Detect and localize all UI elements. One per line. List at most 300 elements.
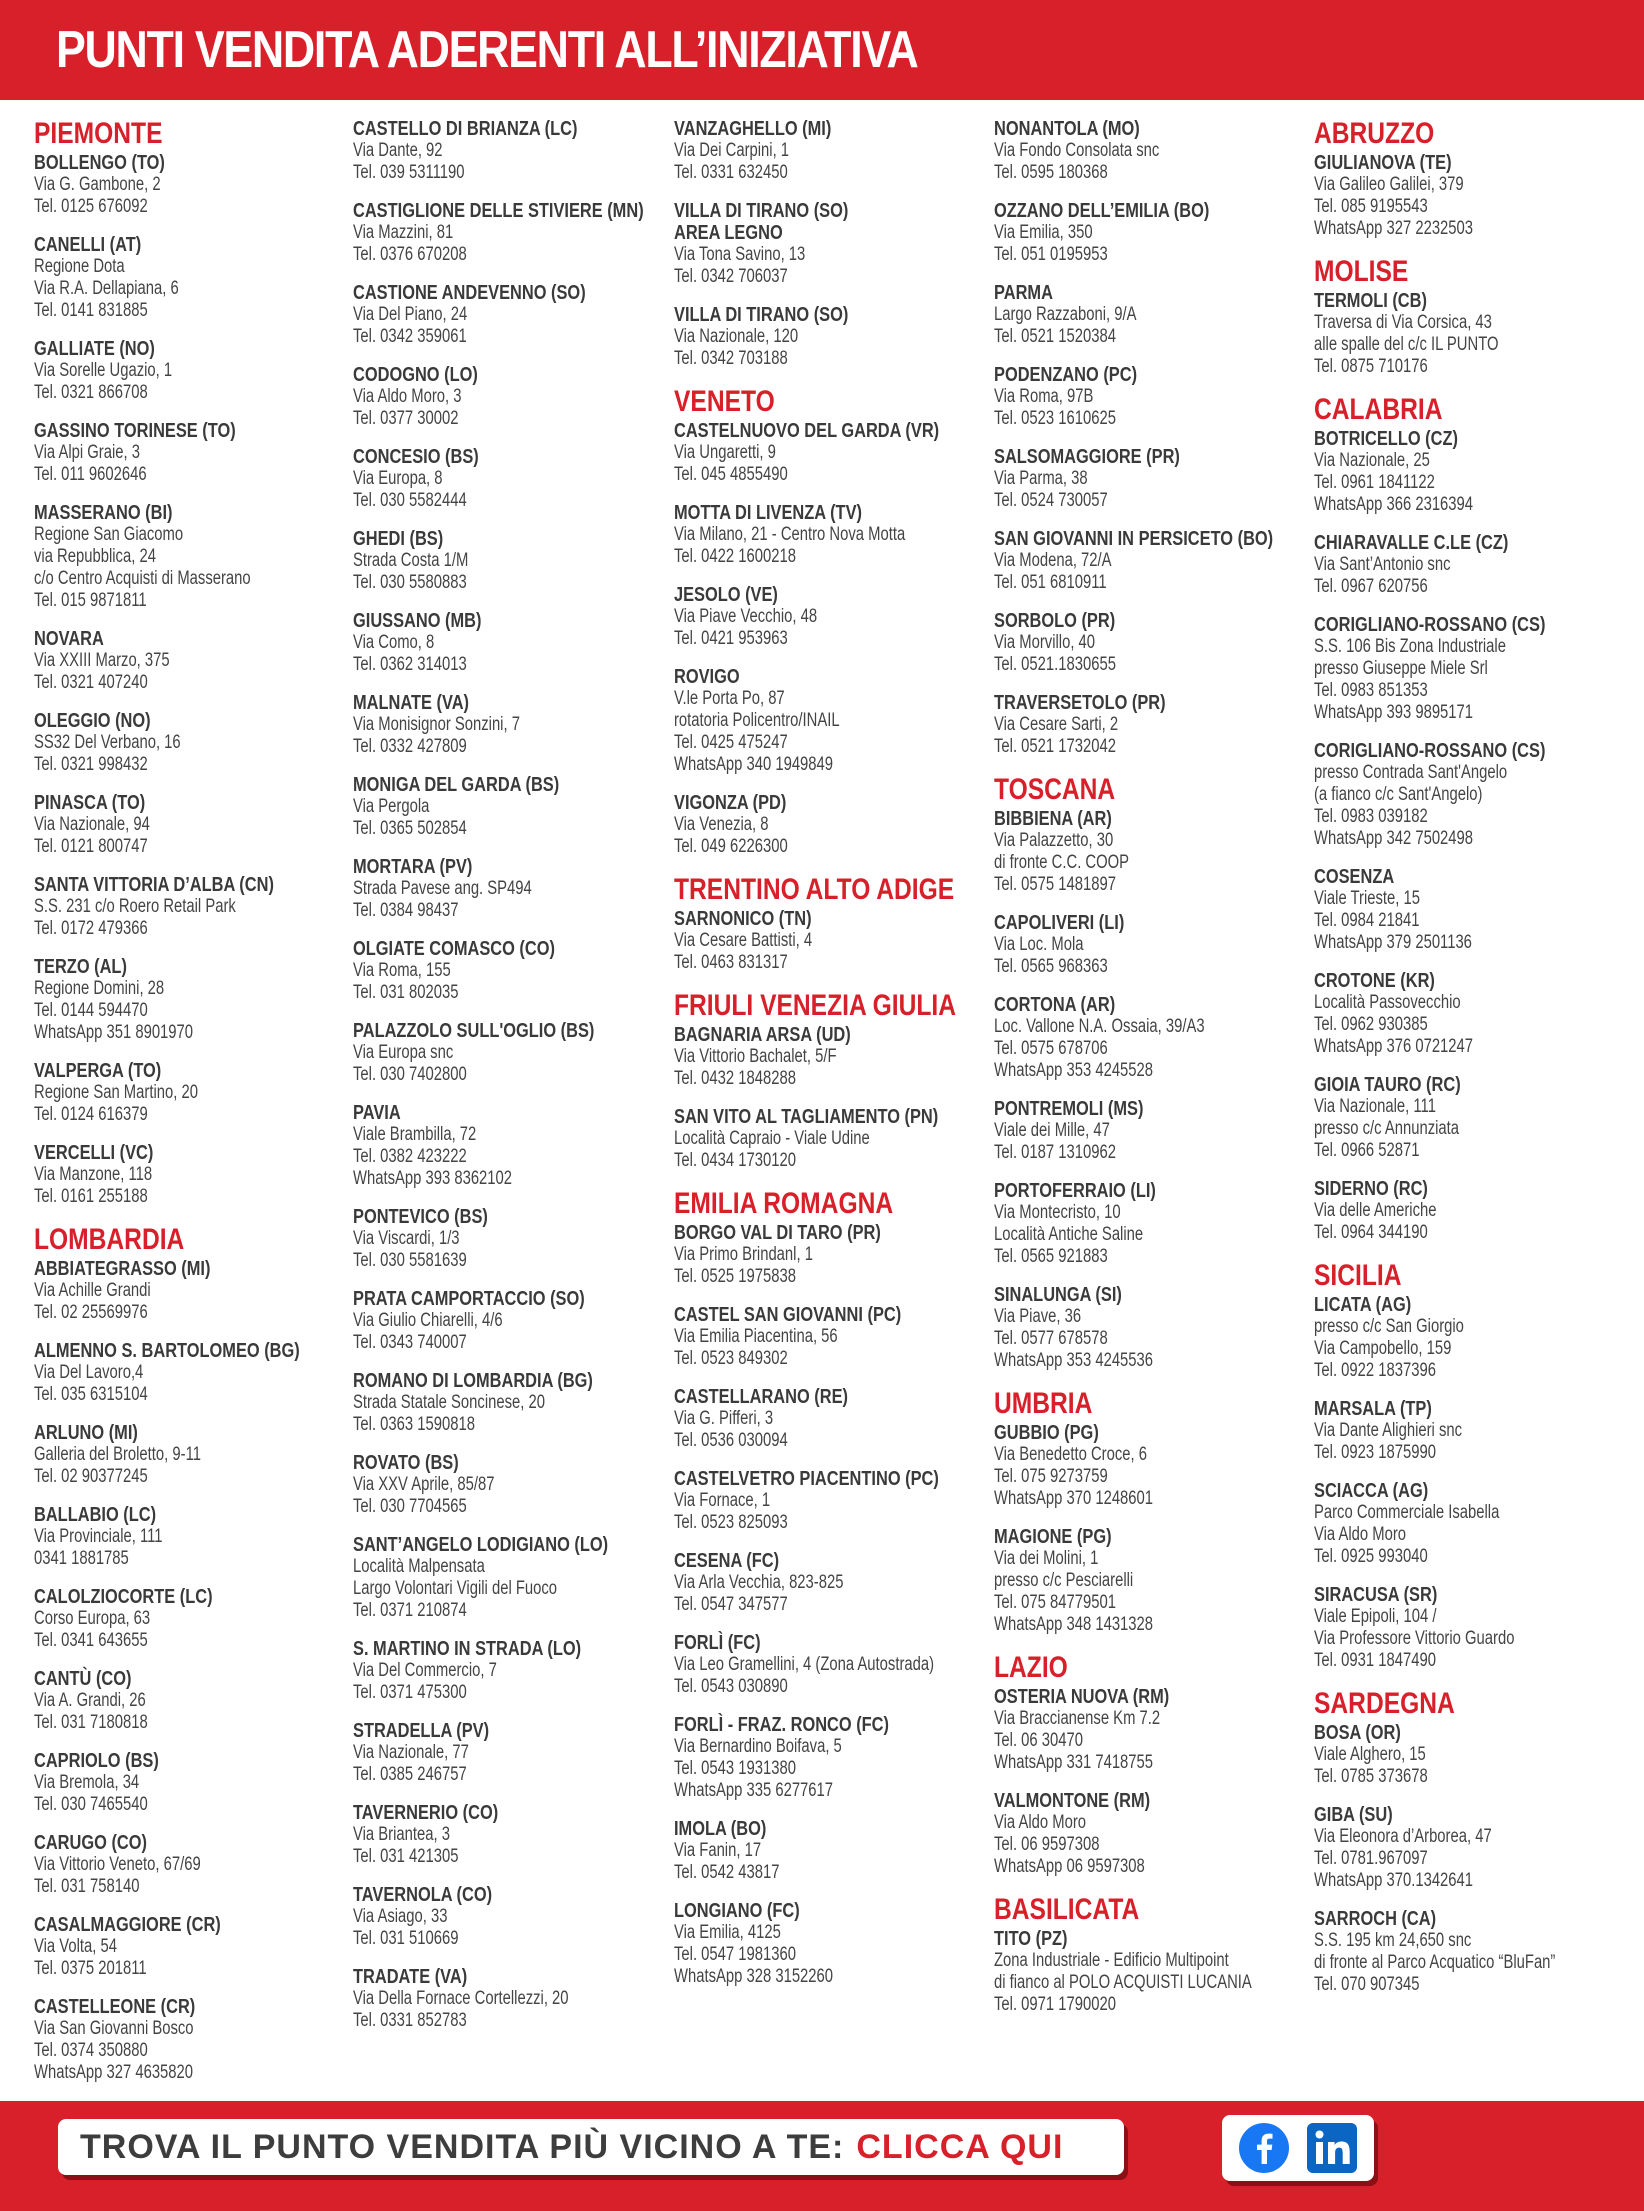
store-entry [34,1914,350,1980]
store-entry [994,118,1310,184]
store-address: Via Achille Grandi [34,1280,151,1301]
store-entry [1314,1398,1630,1464]
store-name: PAVIA [353,1102,401,1124]
store-phone: WhatsApp 06 9597308 [994,1856,1145,1877]
store-phone: Tel. 0575 1481897 [994,874,1116,895]
store-phone: Tel. 02 25569976 [34,1302,148,1323]
store-entry [994,1790,1310,1878]
store-name: OZZANO DELL’EMILIA (BO) [994,200,1210,222]
store-phone: Tel. 051 6810911 [994,572,1107,593]
store-phone: Tel. 0341 643655 [34,1630,148,1651]
store-address: Via A. Grandi, 26 [34,1690,146,1711]
store-phone: Tel. 0785 373678 [1314,1766,1428,1787]
store-address: Viale Trieste, 15 [1314,888,1421,909]
store-phone: Tel. 031 802035 [353,982,459,1003]
store-phone: Tel. 0523 849302 [674,1348,788,1369]
store-address: Strada Costa 1/M [353,550,469,571]
store-address: Via Nazionale, 120 [674,326,799,347]
store-entry [34,1668,350,1734]
store-phone: WhatsApp 370.1342641 [1314,1870,1474,1891]
store-entry [674,1550,990,1616]
store-entry [1314,1480,1630,1568]
store-phone: Tel. 0536 030094 [674,1430,788,1451]
store-entry [34,1996,350,2084]
store-address: Corso Europa, 63 [34,1608,151,1629]
store-phone: Tel. 0595 180368 [994,162,1108,183]
store-entry [674,1632,990,1698]
store-entry [353,1638,669,1704]
store-phone: Tel. 0421 953963 [674,628,788,649]
store-phone: Tel. 0967 620756 [1314,576,1428,597]
store-name: TITO (PZ) [994,1928,1068,1950]
store-entry [994,282,1310,348]
store-name: CARUGO (CO) [34,1832,147,1854]
store-name: AREA LEGNO [674,222,783,244]
region-heading-molise: MOLISE [1314,255,1409,288]
store-phone: Tel. 015 9871811 [34,590,147,611]
store-address: Via Vittorio Veneto, 67/69 [34,1854,201,1875]
store-entry [353,118,669,184]
store-address: Regione San Giacomo [34,524,184,545]
store-entry [353,1370,669,1436]
store-phone: Tel. 0141 831885 [34,300,148,321]
store-phone: Tel. 0371 210874 [353,1600,467,1621]
store-entry [674,1468,990,1534]
store-address: Via Europa, 8 [353,468,443,489]
find-store-text: TROVA IL PUNTO VENDITA PIÙ VICINO A TE: [80,2127,845,2166]
store-phone: Tel. 0342 706037 [674,266,788,287]
store-address: SS32 Del Verbano, 16 [34,732,181,753]
store-name: VERCELLI (VC) [34,1142,154,1164]
store-address: Via Fanin, 17 [674,1840,762,1861]
store-address: Via Piave Vecchio, 48 [674,606,818,627]
find-store-button[interactable] [58,2119,1124,2175]
store-phone: Tel. 0425 475247 [674,732,788,753]
store-address: di fianco al POLO ACQUISTI LUCANIA [994,1972,1252,1993]
store-phone: Tel. 030 7402800 [353,1064,467,1085]
store-address: Viale Brambilla, 72 [353,1124,477,1145]
store-entry [353,1884,669,1950]
store-phone: Tel. 0524 730057 [994,490,1108,511]
store-phone: Tel. 0321 998432 [34,754,148,775]
store-address: Parco Commerciale Isabella [1314,1502,1500,1523]
store-name: GHEDI (BS) [353,528,444,550]
store-address: Via Galileo Galilei, 379 [1314,174,1464,195]
store-phone: Tel. 0983 039182 [1314,806,1428,827]
store-entry [34,1832,350,1898]
store-entry [1314,614,1630,724]
store-phone: Tel. 030 5582444 [353,490,467,511]
store-name: JESOLO (VE) [674,584,778,606]
store-name: VILLA DI TIRANO (SO) [674,304,849,326]
store-phone: Tel. 0931 1847490 [1314,1650,1436,1671]
store-entry [34,420,350,486]
store-name: VANZAGHELLO (MI) [674,118,832,140]
store-address: Via Aldo Moro, 3 [353,386,462,407]
store-name: SIRACUSA (SR) [1314,1584,1438,1606]
store-phone: WhatsApp 327 4635820 [34,2062,194,2083]
store-phone: Tel. 0121 800747 [34,836,148,857]
store-address: Località Passovecchio [1314,992,1461,1013]
store-phone: Tel. 0343 740007 [353,1332,467,1353]
store-phone: Tel. 0523 1610625 [994,408,1116,429]
store-entry [994,610,1310,676]
store-name: ROMANO DI LOMBARDIA (BG) [353,1370,593,1392]
store-entry [353,446,669,512]
store-address: Via R.A. Dellapiana, 6 [34,278,179,299]
store-name: TERZO (AL) [34,956,127,978]
store-phone: Tel. 0523 825093 [674,1512,788,1533]
region-heading-sicilia: SICILIA [1314,1259,1402,1292]
store-address: Via Del Lavoro,4 [34,1362,144,1383]
store-entry [1314,532,1630,598]
store-entry [353,1720,669,1786]
region-heading-lombardia: LOMBARDIA [34,1223,185,1256]
store-address: Via Professore Vittorio Guardo [1314,1628,1515,1649]
store-address: Via Palazzetto, 30 [994,830,1114,851]
store-name: MAGIONE (PG) [994,1526,1112,1548]
store-entry [1314,1294,1630,1382]
store-name: VILLA DI TIRANO (SO) [674,200,849,222]
store-address: Via Arla Vecchia, 823-825 [674,1572,844,1593]
store-entry [674,1106,990,1172]
store-name: GALLIATE (NO) [34,338,155,360]
store-name: PODENZANO (PC) [994,364,1138,386]
store-phone: Tel. 0321 866708 [34,382,148,403]
store-phone: Tel. 0575 678706 [994,1038,1108,1059]
store-phone: Tel. 0923 1875990 [1314,1442,1436,1463]
store-address: Località Capraio - Viale Udine [674,1128,870,1149]
click-here-link[interactable]: CLICCA QUI [856,2127,1064,2166]
store-address: Strada Statale Soncinese, 20 [353,1392,545,1413]
store-phone: Tel. 0377 30002 [353,408,459,429]
store-entry [1314,428,1630,516]
store-phone: Tel. 070 907345 [1314,1974,1420,1995]
store-address: alle spalle del c/c IL PUNTO [1314,334,1499,355]
store-entry [1314,1722,1630,1788]
store-entry [353,1020,669,1086]
store-phone: 0341 1881785 [34,1548,129,1569]
store-entry [674,1386,990,1452]
store-entry [994,692,1310,758]
store-name: CANTÙ (CO) [34,1668,132,1690]
store-phone: Tel. 0525 1975838 [674,1266,796,1287]
store-entry [1314,866,1630,954]
region-heading-veneto: VENETO [674,385,775,418]
store-name: TRAVERSETOLO (PR) [994,692,1166,714]
store-phone: Tel. 0547 347577 [674,1594,788,1615]
store-entry [994,1686,1310,1774]
store-phone: Tel. 030 7704565 [353,1496,467,1517]
store-address: Via Leo Gramellini, 4 (Zona Autostrada) [674,1654,935,1675]
store-phone: Tel. 075 84779501 [994,1592,1116,1613]
store-address: presso c/c San Giorgio [1314,1316,1464,1337]
store-address: Località Antiche Saline [994,1224,1144,1245]
store-name: MORTARA (PV) [353,856,473,878]
store-entry [674,200,990,288]
store-address: Via Ungaretti, 9 [674,442,776,463]
store-name: MONIGA DEL GARDA (BS) [353,774,560,796]
region-heading-basilicata: BASILICATA [994,1893,1140,1926]
store-phone: Tel. 0422 1600218 [674,546,796,567]
store-phone: Tel. 049 6226300 [674,836,788,857]
store-phone: Tel. 0363 1590818 [353,1414,475,1435]
store-entry [34,1422,350,1488]
store-address: Via Cesare Sarti, 2 [994,714,1119,735]
store-address: Via Modena, 72/A [994,550,1112,571]
store-name: CHIARAVALLE C.LE (CZ) [1314,532,1509,554]
store-name: SARROCH (CA) [1314,1908,1437,1930]
store-address: Via Montecristo, 10 [994,1202,1121,1223]
store-name: GIUSSANO (MB) [353,610,482,632]
store-phone: Tel. 0961 1841122 [1314,472,1435,493]
store-name: PALAZZOLO SULL'OGLIO (BS) [353,1020,595,1042]
store-phone: Tel. 0187 1310962 [994,1142,1116,1163]
store-address: Via Campobello, 159 [1314,1338,1452,1359]
store-entry [353,1534,669,1622]
store-entry [353,856,669,922]
store-phone: Tel. 0384 98437 [353,900,459,921]
store-name: S. MARTINO IN STRADA (LO) [353,1638,582,1660]
store-address: Strada Pavese ang. SP494 [353,878,532,899]
store-address: Via Della Fornace Cortellezzi, 20 [353,1988,569,2009]
store-phone: WhatsApp 335 6277617 [674,1780,834,1801]
store-name: CANELLI (AT) [34,234,142,256]
store-name: OSTERIA NUOVA (RM) [994,1686,1170,1708]
store-address: Via Braccianense Km 7.2 [994,1708,1161,1729]
store-name: PONTREMOLI (MS) [994,1098,1144,1120]
store-name: FORLÌ - FRAZ. RONCO (FC) [674,1714,889,1736]
store-address: Via Emilia, 350 [994,222,1093,243]
store-phone: WhatsApp 393 9895171 [1314,702,1474,723]
store-name: CODOGNO (LO) [353,364,478,386]
store-phone: WhatsApp 331 7418755 [994,1752,1154,1773]
store-entry [674,1818,990,1884]
store-address: Via Primo Brindanl, 1 [674,1244,813,1265]
store-address: Regione Domini, 28 [34,978,165,999]
store-name: PINASCA (TO) [34,792,146,814]
store-entry [1314,1584,1630,1672]
store-address: Via Como, 8 [353,632,435,653]
store-name: GIOIA TAURO (RC) [1314,1074,1461,1096]
store-phone: Tel. 0342 359061 [353,326,467,347]
store-entry [674,420,990,486]
store-entry [34,874,350,940]
store-name: MARSALA (TP) [1314,1398,1432,1420]
store-entry [674,1024,990,1090]
store-address: Via Del Piano, 24 [353,304,468,325]
store-name: LICATA (AG) [1314,1294,1412,1316]
store-entry [994,1098,1310,1164]
store-phone: Tel. 030 7465540 [34,1794,148,1815]
store-phone: Tel. 02 90377245 [34,1466,148,1487]
store-phone: Tel. 085 9195543 [1314,196,1428,217]
store-phone: Tel. 011 9602646 [34,464,147,485]
store-name: TAVERNERIO (CO) [353,1802,499,1824]
store-address: Via Roma, 155 [353,960,451,981]
store-name: CAPOLIVERI (LI) [994,912,1125,934]
store-address: Via Dei Carpini, 1 [674,140,790,161]
store-phone: WhatsApp 351 8901970 [34,1022,194,1043]
store-phone: Tel. 031 421305 [353,1846,459,1867]
store-phone: Tel. 0547 1981360 [674,1944,796,1965]
store-name: TERMOLI (CB) [1314,290,1427,312]
store-phone: Tel. 030 5580883 [353,572,467,593]
store-address: Via Bremola, 34 [34,1772,140,1793]
store-phone: WhatsApp 328 3152260 [674,1966,834,1987]
store-address: Via Vittorio Bachalet, 5/F [674,1046,837,1067]
store-phone: Tel. 0144 594470 [34,1000,148,1021]
store-address: Via Dante, 92 [353,140,443,161]
store-phone: Tel. 0375 201811 [34,1958,147,1979]
store-phone: Tel. 0543 030890 [674,1676,788,1697]
store-address: Via Nazionale, 25 [1314,450,1430,471]
store-name: NONANTOLA (MO) [994,118,1140,140]
store-name: TAVERNOLA (CO) [353,1884,493,1906]
store-name: SAN GIOVANNI IN PERSICETO (BO) [994,528,1274,550]
store-entry [674,666,990,776]
store-name: MASSERANO (BI) [34,502,173,524]
store-entry [353,1802,669,1868]
store-entry [34,1258,350,1324]
store-name: VALMONTONE (RM) [994,1790,1151,1812]
store-address: Via Dante Alighieri snc [1314,1420,1463,1441]
store-address: Galleria del Broletto, 9-11 [34,1444,201,1465]
store-name: ABBIATEGRASSO (MI) [34,1258,211,1280]
linkedin-icon[interactable] [1306,2122,1358,2174]
store-entry [353,282,669,348]
region-heading-toscana: TOSCANA [994,773,1116,806]
store-phone: Tel. 075 9273759 [994,1466,1108,1487]
store-entry [353,528,669,594]
store-address: Via Volta, 54 [34,1936,117,1957]
store-address: presso Giuseppe Miele Srl [1314,658,1488,679]
store-entry [994,1180,1310,1268]
store-entry [674,1304,990,1370]
store-name: CROTONE (KR) [1314,970,1435,992]
store-name: SCIACCA (AG) [1314,1480,1429,1502]
store-entry [674,792,990,858]
store-phone: Tel. 0521.1830655 [994,654,1116,675]
store-address: Via Pergola [353,796,430,817]
facebook-icon[interactable] [1238,2122,1290,2174]
store-address: Via Bernardino Boifava, 5 [674,1736,842,1757]
store-address: Via Nazionale, 94 [34,814,150,835]
store-entry [674,1900,990,1988]
store-phone: Tel. 0161 255188 [34,1186,148,1207]
store-phone: Tel. 031 758140 [34,1876,140,1897]
store-address: Via Europa snc [353,1042,454,1063]
store-phone: Tel. 0432 1848288 [674,1068,796,1089]
store-phone: Tel. 0321 407240 [34,672,148,693]
store-phone: Tel. 0964 344190 [1314,1222,1428,1243]
store-name: GASSINO TORINESE (TO) [34,420,236,442]
store-name: CASTIONE ANDEVENNO (SO) [353,282,586,304]
store-entry [674,1714,990,1802]
store-phone: WhatsApp 342 7502498 [1314,828,1474,849]
store-name: CESENA (FC) [674,1550,780,1572]
store-name: ROVATO (BS) [353,1452,459,1474]
store-address: presso Contrada Sant'Angelo [1314,762,1508,783]
store-entry [34,710,350,776]
store-phone: Tel. 0565 968363 [994,956,1108,977]
store-address: Zona Industriale - Edificio Multipoint [994,1950,1229,1971]
store-name: SARNONICO (TN) [674,908,812,930]
store-entry [1314,1804,1630,1892]
page-footer [0,2101,1644,2211]
store-name: BOLLENGO (TO) [34,152,165,174]
store-name: PONTEVICO (BS) [353,1206,488,1228]
store-address: Via Emilia, 4125 [674,1922,781,1943]
store-name: IMOLA (BO) [674,1818,767,1840]
store-address: di fronte C.C. COOP [994,852,1130,873]
store-address: di fronte al Parco Acquatico “BluFan” [1314,1952,1556,1973]
store-address: Regione San Martino, 20 [34,1082,198,1103]
store-entry [1314,1074,1630,1162]
store-phone: Tel. 0362 314013 [353,654,467,675]
store-phone: Tel. 0983 851353 [1314,680,1428,701]
store-phone: Tel. 0543 1931380 [674,1758,796,1779]
store-phone: Tel. 0434 1730120 [674,1150,796,1171]
store-name: CASTIGLIONE DELLE STIVIERE (MN) [353,200,644,222]
store-name: BOTRICELLO (CZ) [1314,428,1458,450]
store-name: CAPRIOLO (BS) [34,1750,159,1772]
store-address: V.le Porta Po, 87 [674,688,785,709]
store-phone: WhatsApp 340 1949849 [674,754,834,775]
store-phone: Tel. 0971 1790020 [994,1994,1116,2015]
store-entry [994,446,1310,512]
store-name: CORIGLIANO-ROSSANO (CS) [1314,614,1546,636]
store-phone: Tel. 051 0195953 [994,244,1108,265]
store-entry [34,1586,350,1652]
store-column-3 [674,118,990,2004]
store-entry [994,528,1310,594]
store-entry [994,808,1310,896]
store-phone: Tel. 0124 616379 [34,1104,148,1125]
store-name: SIDERNO (RC) [1314,1178,1428,1200]
store-name: GIULIANOVA (TE) [1314,152,1452,174]
store-entry [1314,1908,1630,1996]
store-name: VALPERGA (TO) [34,1060,162,1082]
store-entry [353,1288,669,1354]
store-address: Traversa di Via Corsica, 43 [1314,312,1492,333]
store-phone: Tel. 0521 1732042 [994,736,1116,757]
region-heading-abruzzo: ABRUZZO [1314,117,1435,150]
store-name: PRATA CAMPORTACCIO (SO) [353,1288,585,1310]
store-phone: Tel. 0332 427809 [353,736,467,757]
store-entry [353,200,669,266]
store-address: Via Briantea, 3 [353,1824,450,1845]
store-name: GUBBIO (PG) [994,1422,1099,1444]
store-name: CALOLZIOCORTE (LC) [34,1586,213,1608]
store-name: CASTELLARANO (RE) [674,1386,849,1408]
store-entry [353,1102,669,1190]
store-address: presso c/c Pesciarelli [994,1570,1134,1591]
store-phone: WhatsApp 348 1431328 [994,1614,1154,1635]
store-address: Via Emilia Piacentina, 56 [674,1326,838,1347]
store-entry [34,1142,350,1208]
store-entry [34,792,350,858]
store-phone: Tel. 06 9597308 [994,1834,1100,1855]
store-name: CORIGLIANO-ROSSANO (CS) [1314,740,1546,762]
store-phone: Tel. 035 6315104 [34,1384,148,1405]
store-name: STRADELLA (PV) [353,1720,490,1742]
store-address: Via Fornace, 1 [674,1490,771,1511]
store-phone: Tel. 0382 423222 [353,1146,467,1167]
store-phone: Tel. 031 7180818 [34,1712,148,1733]
store-phone: Tel. 0463 831317 [674,952,788,973]
store-address: Via Del Commercio, 7 [353,1660,497,1681]
